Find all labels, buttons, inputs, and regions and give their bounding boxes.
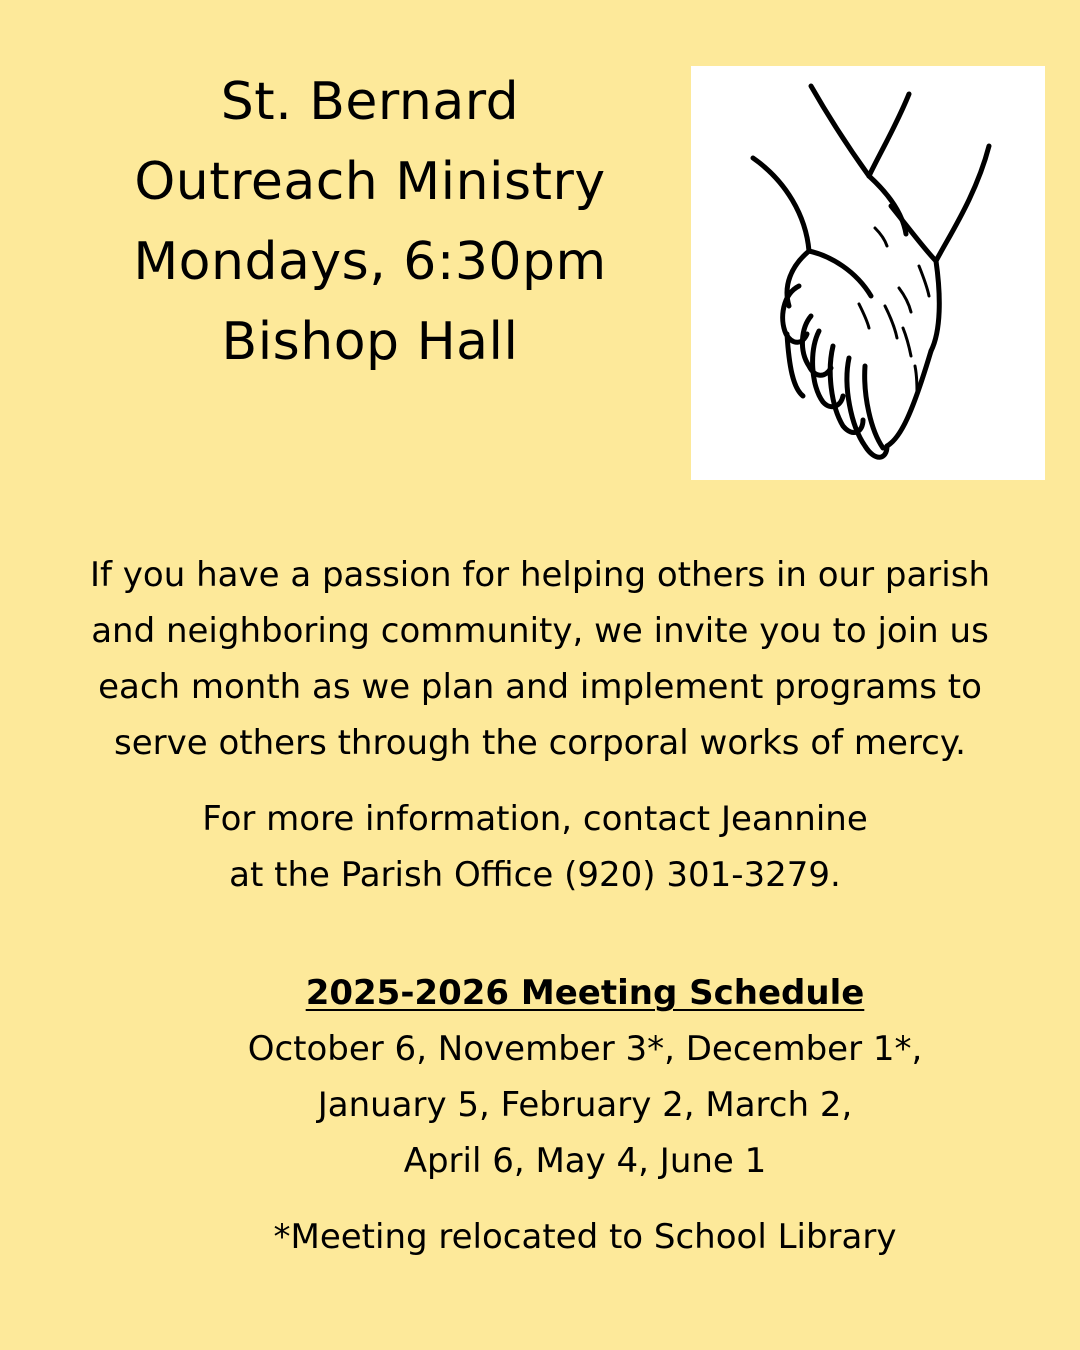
ministry-parish-name: St. Bernard <box>220 72 520 132</box>
ministry-title-block <box>60 62 680 382</box>
schedule-dates-line: October 6, November 3*, December 1*, <box>247 1029 923 1069</box>
schedule-dates-line: January 5, February 2, March 2, <box>317 1085 853 1125</box>
contact-line: For more information, contact Jeannine <box>202 799 868 839</box>
invitation-line: each month as we plan and implement programs to <box>98 667 982 707</box>
holding-hands-icon <box>691 66 1045 480</box>
invitation-line: and neighboring community, we invite you to join us <box>91 611 989 651</box>
invitation-paragraph <box>20 547 1060 771</box>
ministry-name: Outreach Ministry <box>134 152 606 212</box>
invitation-line: If you have a passion for helping others in our parish <box>90 555 990 595</box>
contact-info <box>20 791 1050 903</box>
meeting-time: Mondays, 6:30pm <box>133 232 607 292</box>
schedule-note: *Meeting relocated to School Library <box>273 1217 897 1257</box>
invitation-line: serve others through the corporal works of mercy. <box>114 723 966 763</box>
meeting-location: Bishop Hall <box>221 312 519 372</box>
schedule-heading: 2025-2026 Meeting Schedule <box>305 973 865 1013</box>
contact-line: at the Parish Office (920) 301-3279. <box>229 855 841 895</box>
meeting-schedule <box>110 965 1060 1265</box>
schedule-dates-line: April 6, May 4, June 1 <box>403 1141 767 1181</box>
holding-hands-image <box>691 66 1045 480</box>
